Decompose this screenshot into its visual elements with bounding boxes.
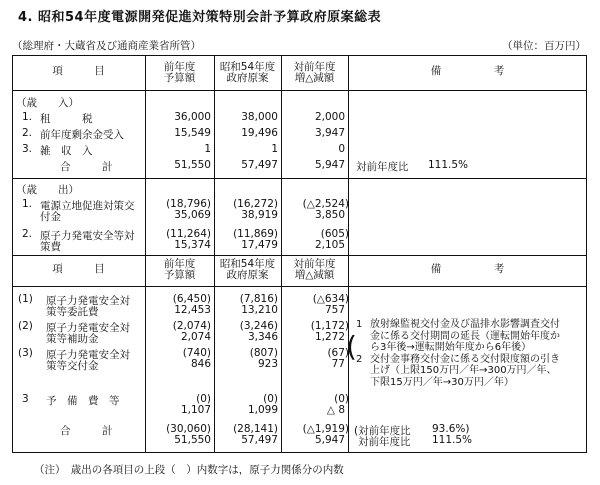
revenue-row-s54: 1 — [271, 143, 278, 155]
detail-row-label-line2: 策等補助金 — [46, 333, 99, 345]
detail-row-prev: 1,107 — [180, 404, 211, 416]
header1-s54-line1: 昭和54年度 — [219, 61, 276, 73]
expenditure-row-prev: 15,374 — [174, 239, 211, 251]
remark-no: 1 — [356, 319, 363, 330]
revenue-total-s54: 57,497 — [241, 159, 278, 171]
header2-s54-line1: 昭和54年度 — [219, 258, 276, 270]
detail-row-label-line1: 予 備 費 等 — [46, 395, 120, 407]
revenue-row-label: 租 税 — [40, 113, 93, 125]
unit-label: （単位：百万円） — [502, 40, 586, 52]
detail-row-prev-nuclear: (2,074) — [172, 320, 211, 332]
detail-row-no: (1) — [18, 293, 33, 305]
expenditure-row-diff-nuclear: (605) — [320, 228, 349, 240]
remark-line: 放射線監視交付金及び温排水影響調査交付 — [370, 319, 560, 330]
revenue-section-label: （歳 入） — [16, 97, 79, 109]
expenditure-row-s54: 38,919 — [241, 209, 278, 221]
expenditure-row-s54-nuclear: (11,869) — [233, 228, 278, 240]
remark-line: ら3年後→運転開始年度から6年後） — [370, 342, 532, 353]
detail-row-prev-nuclear: (0) — [196, 393, 211, 405]
header2-prev-line2: 予算額 — [163, 269, 196, 281]
detail-row-no: 3 — [22, 393, 29, 405]
jurisdiction-note: （総理府・大蔵省及び通商産業省所管） — [12, 40, 201, 52]
header2-s54-line2: 政府原案 — [226, 269, 269, 281]
detail-total-remark1-label: (対前年度比 — [354, 425, 411, 437]
header2-diff-line2: 増△減額 — [294, 269, 335, 281]
header1-item: 項 目 — [52, 65, 105, 77]
revenue-total-remark-label: 対前年度比 — [356, 161, 409, 173]
expenditure-row-diff-nuclear: (△2,524) — [302, 198, 349, 210]
section-break-line — [12, 255, 587, 256]
revenue-row-no: 3. — [22, 143, 33, 155]
header1-prev-line2: 予算額 — [163, 72, 196, 84]
revenue-bottom-line — [12, 178, 587, 179]
detail-row-prev: 846 — [190, 358, 211, 370]
expenditure-row-prev-nuclear: (18,796) — [166, 198, 211, 210]
detail-row-diff-nuclear: (67) — [327, 347, 349, 359]
expenditure-row-no: 1. — [22, 198, 33, 210]
header2-bottom-line — [12, 286, 587, 287]
detail-row-diff-nuclear: (1,172) — [310, 320, 349, 332]
revenue-row-diff: 3,947 — [314, 127, 345, 139]
remark-line: 下限15万円／年→30万円／年） — [370, 376, 514, 388]
expenditure-row-label-line1: 電源立地促進対策交 — [40, 200, 135, 212]
detail-row-label-line2: 策等交付金 — [46, 360, 99, 372]
detail-row-diff: 77 — [331, 358, 345, 370]
revenue-row-prev: 36,000 — [174, 111, 211, 123]
detail-row-s54: 3,346 — [247, 331, 278, 343]
header2-remarks: 備 考 — [430, 263, 505, 275]
expenditure-row-label-line2: 付金 — [40, 211, 61, 223]
detail-row-label-line1: 原子力発電安全対 — [46, 295, 130, 307]
footnote: （注） 歳出の各項目の上段（ ）内数字は，原子力関係分の内数 — [34, 464, 344, 476]
detail-row-prev: 12,453 — [174, 304, 211, 316]
header1-diff-line2: 増△減額 — [294, 72, 335, 84]
remark-no: 2 — [356, 353, 363, 365]
remarks-bracket-left: ( — [346, 330, 357, 363]
detail-total-prev-nuclear: (30,060) — [166, 423, 211, 435]
expenditure-row-label-line2: 策費 — [40, 241, 61, 253]
expenditure-row-s54: 17,479 — [241, 239, 278, 251]
revenue-row-s54: 38,000 — [241, 111, 278, 123]
expenditure-row-no: 2. — [22, 228, 33, 240]
detail-row-s54: 923 — [257, 358, 278, 370]
header2-item: 項 目 — [52, 263, 105, 275]
expenditure-row-diff: 3,850 — [314, 209, 345, 221]
revenue-total-diff: 5,947 — [314, 159, 345, 171]
detail-row-diff-nuclear: (△634) — [312, 293, 349, 305]
detail-row-diff: △ 8 — [326, 404, 345, 416]
revenue-row-label: 前年度剰余金受入 — [40, 129, 124, 141]
detail-total-diff: 5,947 — [314, 434, 345, 446]
detail-row-label-line1: 原子力発電安全対 — [46, 349, 130, 361]
detail-row-s54: 13,210 — [241, 304, 278, 316]
revenue-row-prev: 1 — [204, 143, 211, 155]
header1-prev-line1: 前年度 — [163, 61, 196, 73]
detail-row-prev-nuclear: (740) — [182, 347, 211, 359]
detail-row-prev-nuclear: (6,450) — [172, 293, 211, 305]
header2-prev-line1: 前年度 — [163, 258, 196, 270]
remark-line: 金に係る交付期間の延長（運転開始年度か — [370, 330, 560, 342]
detail-row-no: (3) — [18, 347, 33, 359]
detail-total-remark2-label: 対前年度比 — [358, 436, 411, 448]
detail-total-s54: 57,497 — [241, 434, 278, 446]
detail-total-label: 合 計 — [60, 425, 113, 437]
revenue-row-diff: 0 — [338, 143, 345, 155]
detail-row-no: (2) — [18, 320, 33, 332]
expenditure-section-label: （歳 出） — [16, 184, 79, 196]
detail-row-s54-nuclear: (807) — [249, 347, 278, 359]
remark-line: 上げ（上限150万円／年→300万円／年、 — [370, 365, 557, 376]
detail-row-diff: 1,272 — [314, 331, 345, 343]
revenue-total-label: 合 計 — [60, 161, 113, 173]
header1-bottom-line — [12, 90, 587, 91]
revenue-row-s54: 19,496 — [241, 127, 278, 139]
revenue-total-prev: 51,550 — [174, 159, 211, 171]
expenditure-row-prev: 35,069 — [174, 209, 211, 221]
detail-total-remark1-value: 93.6%) — [432, 423, 470, 435]
detail-total-s54-nuclear: (28,141) — [233, 423, 278, 435]
header1-remarks: 備 考 — [430, 65, 505, 77]
header2-diff-line1: 対前年度 — [293, 258, 336, 270]
revenue-row-prev: 15,549 — [174, 127, 211, 139]
header1-diff-line1: 対前年度 — [293, 61, 336, 73]
expenditure-row-label-line1: 原子力発電安全等対 — [40, 230, 135, 242]
revenue-row-label: 雑 収 入 — [40, 145, 93, 157]
header1-s54-line2: 政府原案 — [226, 72, 269, 84]
detail-row-label-line2: 策等委託費 — [46, 306, 99, 318]
detail-row-diff-nuclear: (0) — [334, 393, 349, 405]
expenditure-row-s54-nuclear: (16,272) — [233, 198, 278, 210]
detail-total-remark2-value: 111.5% — [432, 434, 473, 446]
detail-row-diff: 757 — [324, 304, 345, 316]
revenue-row-diff: 2,000 — [314, 111, 345, 123]
detail-row-s54: 1,099 — [247, 404, 278, 416]
revenue-row-no: 1. — [22, 111, 33, 123]
expenditure-row-diff: 2,105 — [314, 239, 345, 251]
remark-line: 交付金事務交付金に係る交付限度額の引き — [370, 353, 560, 365]
detail-row-s54-nuclear: (7,816) — [239, 293, 278, 305]
expenditure-row-prev-nuclear: (11,264) — [166, 228, 211, 240]
detail-row-prev: 2,074 — [180, 331, 211, 343]
detail-total-prev: 51,550 — [174, 434, 211, 446]
detail-row-label-line1: 原子力発電安全対 — [46, 322, 130, 334]
detail-total-diff-nuclear: (△1,919) — [302, 423, 349, 435]
page-title: 4. 昭和54年度電源開発促進対策特別会計予算政府原案総表 — [18, 10, 382, 25]
revenue-row-no: 2. — [22, 127, 33, 139]
detail-row-s54-nuclear: (3,246) — [239, 320, 278, 332]
revenue-total-remark-value: 111.5% — [428, 159, 469, 171]
detail-row-s54-nuclear: (0) — [263, 393, 278, 405]
